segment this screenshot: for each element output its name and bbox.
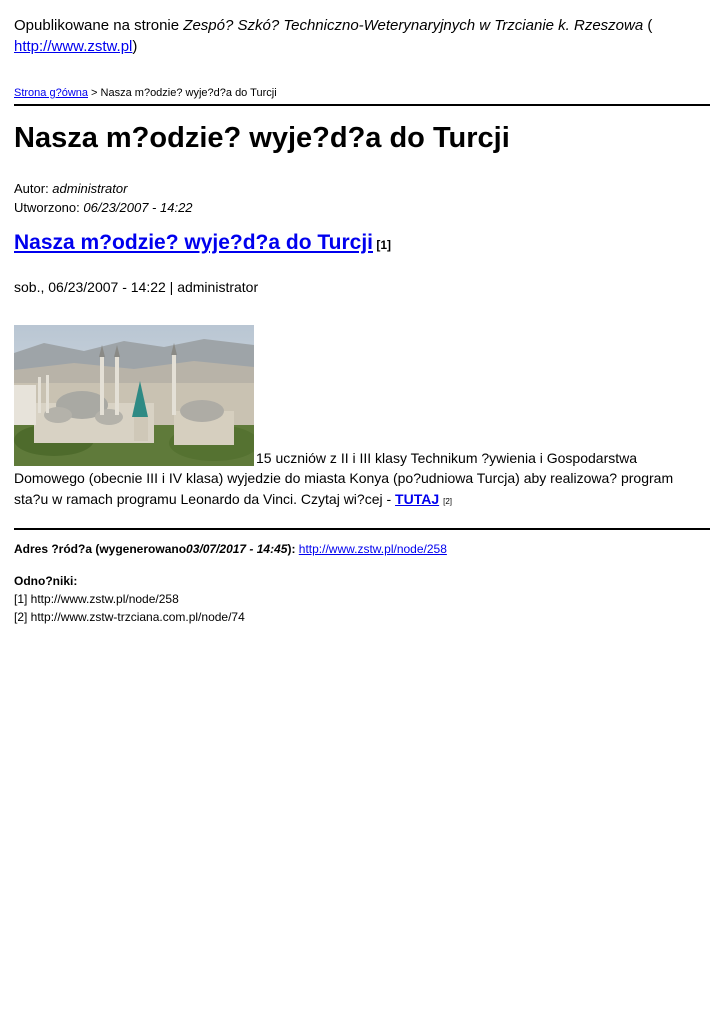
source-address-line [14, 542, 447, 556]
reference-item: [2] http://www.zstw-trzciana.com.pl/node/74 [14, 610, 245, 624]
read-more-ref: [2] [443, 497, 453, 506]
breadcrumb-separator: > [88, 87, 101, 99]
body-line-1: 15 uczniów z II i III klasy Technikum ?ywienia i Gospodarstwa [256, 450, 638, 466]
close-paren: ) [132, 38, 138, 55]
read-more-link[interactable]: TUTAJ [395, 491, 440, 507]
published-on-notice [14, 15, 710, 57]
body-line-3 [14, 489, 452, 512]
source-label-text: Adres ?ród?a (wygenerowano [14, 542, 187, 556]
breadcrumb [14, 87, 277, 99]
site-name: Zespó? Szkó? Techniczno-Weterynaryjnych w Trzcianie k. Rzeszowa [183, 17, 644, 34]
source-generated-date: 03/07/2017 - 14:45 [186, 542, 288, 556]
created-value: 06/23/2007 - 14:22 [83, 200, 193, 215]
breadcrumb-current: Nasza m?odzie? wyje?d?a do Turcji [100, 87, 277, 99]
node-title-link[interactable]: Nasza m?odzie? wyje?d?a do Turcji [14, 231, 373, 254]
author-line [14, 181, 127, 196]
open-paren: ( [643, 17, 653, 34]
author-label: Autor: [14, 181, 53, 196]
body-line-2: Domowego (obecnie III i IV klasa) wyjedzie do miasta Konya (po?udniowa Turcja) aby realizowa? program [14, 470, 674, 486]
references-heading: Odno?niki: [14, 574, 78, 588]
source-colon: ): [287, 542, 299, 556]
breadcrumb-home-link[interactable]: Strona g?ówna [14, 87, 88, 99]
created-label: Utworzono: [14, 200, 84, 215]
header-divider [14, 104, 710, 106]
page-title: Nasza m?odzie? wyje?d?a do Turcji [14, 122, 510, 154]
body-line-3-text: sta?u w ramach programu Leonardo da Vinci. Czytaj wi?cej - [14, 491, 396, 507]
node-title-ref: [1] [376, 238, 392, 252]
created-line [14, 200, 193, 215]
footer-divider [14, 528, 710, 530]
author-value: administrator [52, 181, 128, 196]
node-title [14, 231, 391, 255]
mosque-photo [14, 325, 254, 466]
source-label [14, 542, 299, 556]
source-url-link[interactable]: http://www.zstw.pl/node/258 [298, 542, 447, 556]
reference-item: [1] http://www.zstw.pl/node/258 [14, 592, 179, 606]
published-prefix: Opublikowane na stronie [14, 17, 184, 34]
site-url-link[interactable]: http://www.zstw.pl [14, 38, 133, 55]
submitted-line: sob., 06/23/2007 - 14:22 | administrator [14, 279, 259, 295]
